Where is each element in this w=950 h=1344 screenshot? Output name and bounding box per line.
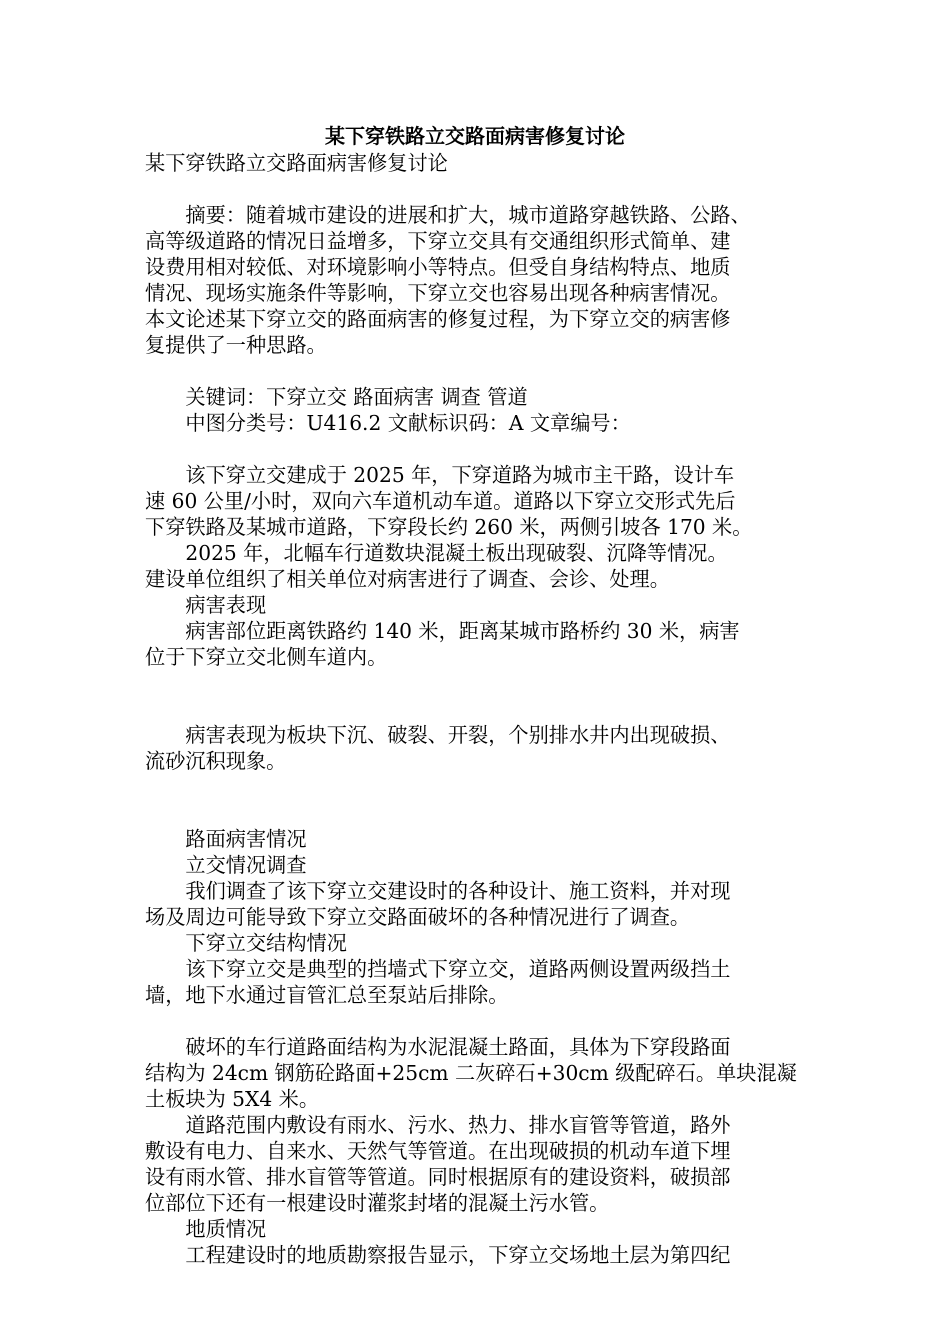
abstract-line: 摘要：随着城市建设的进展和扩大，城市道路穿越铁路、公路、 <box>145 203 751 227</box>
section-heading-geology: 地质情况 <box>145 1217 267 1241</box>
document-subtitle: 某下穿铁路立交路面病害修复讨论 <box>145 151 448 175</box>
document-title: 某下穿铁路立交路面病害修复讨论 <box>325 124 625 148</box>
intro-line: 2025 年，北幅车行道数块混凝土板出现破裂、沉降等情况。 <box>145 541 728 565</box>
abstract-line: 情况、现场实施条件等影响，下穿立交也容易出现各种病害情况。 <box>145 281 731 305</box>
geology-line: 工程建设时的地质勘察报告显示，下穿立交场地土层为第四纪 <box>145 1243 731 1267</box>
section-heading-disease: 病害表现 <box>145 593 267 617</box>
disease-desc-line: 流砂沉积现象。 <box>145 749 287 773</box>
abstract-line: 复提供了一种思路。 <box>145 333 327 357</box>
classification-line: 中图分类号：U416.2 文献标识码：A 文章编号： <box>145 411 631 435</box>
section-heading-road: 路面病害情况 <box>145 827 307 851</box>
disease-desc-line: 病害表现为板块下沉、破裂、开裂，个别排水井内出现破损、 <box>145 723 731 747</box>
pipes-line: 设有雨水管、排水盲管等管道。同时根据原有的建设资料，破损部 <box>145 1165 731 1189</box>
section-heading-survey: 立交情况调查 <box>145 853 307 877</box>
structure-line: 墙，地下水通过盲管汇总至泵站后排除。 <box>145 983 509 1007</box>
intro-line: 建设单位组织了相关单位对病害进行了调查、会诊、处理。 <box>145 567 670 591</box>
keywords-line: 关键词：下穿立交 路面病害 调查 管道 <box>145 385 528 409</box>
location-line: 病害部位距离铁路约 140 米，距离某城市路桥约 30 米，病害 <box>145 619 740 643</box>
survey-line: 我们调查了该下穿立交建设时的各种设计、施工资料，并对现 <box>145 879 731 903</box>
pipes-line: 敷设有电力、自来水、天然气等管道。在出现破损的机动车道下埋 <box>145 1139 731 1163</box>
section-heading-structure: 下穿立交结构情况 <box>145 931 347 955</box>
pipes-line: 位部位下还有一根建设时灌浆封堵的混凝土污水管。 <box>145 1191 610 1215</box>
abstract-line: 高等级道路的情况日益增多，下穿立交具有交通组织形式简单、建 <box>145 229 731 253</box>
structure-line: 该下穿立交是典型的挡墙式下穿立交，道路两侧设置两级挡土 <box>145 957 731 981</box>
pavement-line: 土板块为 5X4 米。 <box>145 1087 320 1111</box>
intro-line: 下穿铁路及某城市道路，下穿段长约 260 米，两侧引坡各 170 米。 <box>145 515 753 539</box>
pavement-line: 破坏的车行道路面结构为水泥混凝土路面，具体为下穿段路面 <box>145 1035 731 1059</box>
intro-line: 该下穿立交建成于 2025 年，下穿道路为城市主干路，设计车 <box>145 463 735 487</box>
pipes-line: 道路范围内敷设有雨水、污水、热力、排水盲管等管道，路外 <box>145 1113 731 1137</box>
abstract-line: 本文论述某下穿立交的路面病害的修复过程，为下穿立交的病害修 <box>145 307 731 331</box>
survey-line: 场及周边可能导致下穿立交路面破坏的各种情况进行了调查。 <box>145 905 691 929</box>
intro-line: 速 60 公里/小时，双向六车道机动车道。道路以下穿立交形式先后 <box>145 489 736 513</box>
location-line: 位于下穿立交北侧车道内。 <box>145 645 388 669</box>
pavement-line: 结构为 24cm 钢筋砼路面+25cm 二灰碎石+30cm 级配碎石。单块混凝 <box>145 1061 797 1085</box>
abstract-line: 设费用相对较低、对环境影响小等特点。但受自身结构特点、地质 <box>145 255 731 279</box>
